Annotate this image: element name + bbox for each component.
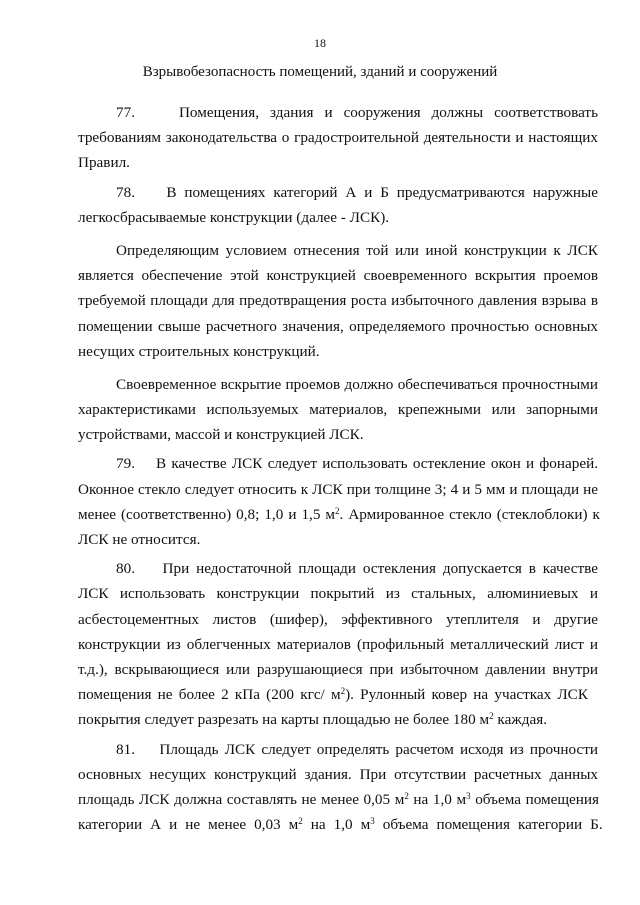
paragraph-lsk-condition — [78, 238, 598, 364]
text-fragment: на 1,0 м — [302, 816, 371, 834]
text-line: 80. При недостаточной площади остекления допускается в качестве — [116, 560, 598, 578]
text-fragment: покрытия следует разрезать на карты площадью не более 180 м — [78, 711, 490, 729]
superscript: 3 — [370, 816, 375, 827]
text-line: Своевременное вскрытие проемов должно обеспечиваться прочностными — [116, 375, 598, 393]
text-line — [78, 707, 598, 732]
superscript: 2 — [340, 686, 346, 697]
text-line: ЛСК не относится. — [78, 531, 201, 548]
text-line: 78. В помещениях категорий А и Б предусматриваются наружные — [116, 183, 598, 201]
text-line: Правил. — [78, 154, 130, 172]
text-fragment: объема помещения — [470, 790, 600, 808]
paragraph-78 — [78, 180, 598, 230]
text-line: асбестоцементных листов (шифер), эффективного утеплителя и другие — [78, 610, 598, 628]
paragraph-79 — [78, 451, 598, 552]
text-fragment: площадь ЛСК должна составлять не менее 0,05 м — [78, 790, 405, 808]
text-fragment: . Армированное стекло (стеклоблоки) к — [339, 505, 600, 523]
superscript: 2 — [489, 711, 494, 722]
text-fragment: помещения не более 2 кПа (200 кгс/ м — [78, 686, 341, 704]
text-fragment: ). Рулонный ковер на участках ЛСК — [345, 686, 588, 704]
text-line — [78, 812, 603, 837]
text-line: ЛСК использовать конструкции покрытий из стальных, алюминиевых и — [78, 585, 598, 603]
paragraph-81 — [78, 737, 603, 838]
text-line: конструкции из облегченных материалов (профильный металлический лист и — [78, 635, 598, 653]
text-fragment: менее (соответственно) 0,8; 1,0 и 1,5 м — [78, 505, 336, 523]
text-line: Определяющим условием отнесения той или иной конструкции к ЛСК — [116, 241, 598, 259]
text-line: т.д.), вскрывающиеся или разрушающиеся при избыточном давлении внутри — [78, 660, 598, 678]
section-title: Взрывобезопасность помещений, зданий и сооружений — [142, 64, 498, 80]
text-line: является обеспечение этой конструкцией своевременного вскрытия проемов — [78, 267, 598, 285]
text-line: Оконное стекло следует относить к ЛСК при толщине 3; 4 и 5 мм и площади не — [78, 480, 598, 498]
text-line: требованиям законодательства о градостроительной деятельности и настоящих — [78, 129, 598, 147]
paragraph-77 — [78, 100, 598, 176]
text-line: основных несущих конструкций здания. При отсутствии расчетных данных — [78, 765, 598, 783]
text-line — [78, 502, 598, 527]
text-line: 81. Площадь ЛСК следует определять расчетом исходя из прочности — [116, 740, 598, 758]
superscript: 3 — [466, 790, 471, 801]
superscript: 2 — [404, 790, 409, 801]
text-line: 79. В качестве ЛСК следует использовать остекление окон и фонарей. — [116, 455, 598, 473]
document-body — [78, 100, 603, 837]
text-line: помещении свыше расчетного значения, определяемого прочностью основных — [78, 317, 598, 335]
superscript: 2 — [335, 505, 340, 516]
text-fragment: категории А и не менее 0,03 м — [78, 816, 299, 834]
text-line: легкосбрасываемые конструкции (далее - ЛСК). — [78, 208, 390, 226]
text-line: 77. Помещения, здания и сооружения должны соответствовать — [116, 104, 598, 121]
text-fragment: каждая. — [493, 711, 548, 729]
page-number: 18 — [314, 36, 326, 50]
text-fragment: на 1,0 м — [408, 790, 467, 808]
paragraph-80 — [78, 556, 598, 732]
text-line: несущих строительных конструкций. — [78, 342, 320, 360]
paragraph-timely-opening — [78, 372, 598, 448]
text-line — [78, 787, 598, 812]
text-line: устройствами, массой и конструкцией ЛСК. — [78, 426, 364, 444]
text-line: характеристиками используемых материалов, крепежными или запорными — [78, 401, 598, 419]
text-fragment: объема помещения категории Б. — [374, 816, 603, 834]
superscript: 2 — [298, 816, 303, 827]
text-line — [78, 682, 598, 707]
text-line: требуемой площади для предотвращения роста избыточного давления взрыва в — [78, 292, 598, 310]
